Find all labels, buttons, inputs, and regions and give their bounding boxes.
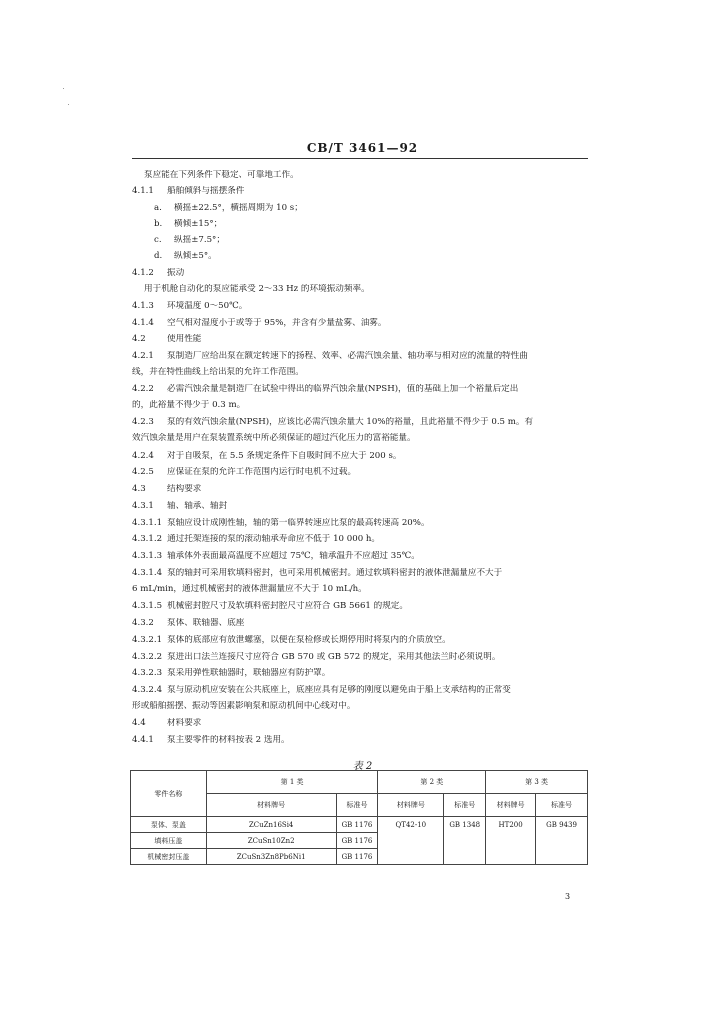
clause-number: 4.2.3	[132, 417, 154, 427]
table-cell	[486, 849, 536, 865]
paragraph-continuation: 的，此裕量不得少于 0.3 m。	[132, 400, 246, 410]
subheader-cell: 材料牌号	[486, 794, 536, 817]
table-cell	[378, 833, 444, 849]
clause-text: 泵的轴封可采用软填料密封，也可采用机械密封。通过软填料密封的液体泄漏量应不大于	[167, 568, 503, 578]
clause-text: 泵的有效汽蚀余量(NPSH)，应该比必需汽蚀余量大 10%的裕量，且此裕量不得少于 0.5 m。有	[167, 417, 534, 427]
table-cell: ZCuZn16Si4	[206, 817, 336, 833]
clause-4-3-1-4	[132, 568, 590, 579]
table-cell	[444, 833, 486, 849]
section-title: 结构要求	[167, 484, 202, 494]
clause-text: 船舶倾斜与摇摆条件	[167, 186, 245, 196]
clause-number: 4.3.1.4	[132, 568, 163, 578]
item-label: a.	[154, 203, 162, 213]
section-4-4	[132, 718, 590, 729]
paragraph-continuation: 形或船舶摇摆、振动等因素影响泵和原动机间中心线对中。	[132, 701, 356, 711]
table-header-row	[131, 771, 588, 794]
clause-number: 4.2.1	[132, 351, 154, 361]
table-cell	[486, 833, 536, 849]
item-text: 纵摇±7.5°；	[174, 235, 225, 245]
clause-number: 4.1.4	[132, 318, 154, 328]
clause-number: 4.2.5	[132, 467, 154, 477]
clause-text: 必需汽蚀余量是制造厂在试验中得出的临界汽蚀余量(NPSH)，值的基础上加一个裕量后定出	[167, 384, 519, 394]
clause-4-2-3	[132, 417, 590, 428]
table-cell: ZCuSn10Zn2	[206, 833, 336, 849]
clause-number: 4.1.1	[132, 186, 154, 196]
clause-text: 泵进出口法兰连接尺寸应符合 GB 570 或 GB 572 的规定，采用其他法兰时必须说明。	[167, 652, 501, 662]
clause-number: 4.1.2	[132, 268, 154, 278]
header-rule	[132, 158, 588, 159]
clause-text: 泵采用弹性联轴器时，联轴器应有防护罩。	[167, 668, 331, 678]
clause-4-2-2	[132, 384, 590, 395]
clause-4-3-1-3	[132, 551, 590, 562]
scan-speck	[63, 88, 64, 89]
table-cell	[536, 833, 588, 849]
table-cell: GB 1176	[336, 833, 378, 849]
table-caption: 表 2	[352, 761, 373, 772]
clause-4-1-4	[132, 318, 590, 329]
clause-number: 4.2.4	[132, 451, 154, 461]
clause-text: 轴、轴承、轴封	[167, 501, 228, 511]
clause-text: 应保证在泵的允许工作范围内运行时电机不过载。	[167, 467, 357, 477]
item-label: c.	[154, 235, 162, 245]
clause-4-2-4	[132, 451, 590, 462]
clause-number: 4.1.3	[132, 301, 154, 311]
section-4-2	[132, 334, 590, 345]
item-text: 纵倾±5°。	[174, 251, 217, 261]
clause-number: 4.3.2	[132, 618, 154, 628]
intro-paragraph: 泵应能在下列条件下稳定、可靠地工作。	[144, 170, 299, 180]
clause-4-1-2	[132, 268, 590, 279]
clause-4-3-1	[132, 501, 590, 512]
table-row	[131, 833, 588, 849]
item-text: 横摇±22.5°，横摇周期为 10 s；	[174, 203, 303, 213]
subheader-cell: 材料牌号	[206, 794, 336, 817]
table-cell: GB 9439	[536, 817, 588, 833]
clause-number: 4.3.1.3	[132, 551, 163, 561]
table-cell	[444, 849, 486, 865]
subheader-cell: 材料牌号	[378, 794, 444, 817]
subheader-cell: 标准号	[336, 794, 378, 817]
clause-number: 4.3.1.5	[132, 601, 163, 611]
clause-4-3-2-3	[132, 668, 590, 679]
clause-4-3-2	[132, 618, 590, 629]
clause-text: 空气相对湿度小于或等于 95%，并含有少量盐雾、油雾。	[167, 318, 387, 328]
clause-text: 泵轴应设计成刚性轴，轴的第一临界转速应比泵的最高转速高 20%。	[167, 518, 430, 528]
clause-number: 4.2.2	[132, 384, 154, 394]
clause-number: 4.3.2.1	[132, 635, 163, 645]
header-group: 第 1 类	[206, 771, 378, 794]
table-cell: HT200	[486, 817, 536, 833]
clause-4-2-5	[132, 467, 590, 478]
clause-number: 4.2	[132, 334, 146, 344]
list-item	[154, 251, 612, 262]
table-cell	[536, 849, 588, 865]
clause-number: 4.3.2.2	[132, 652, 163, 662]
part-name-cell: 填料压盖	[131, 833, 207, 849]
clause-4-3-1-2	[132, 534, 590, 545]
clause-text: 环境温度 0～50℃。	[167, 301, 248, 311]
clause-text: 机械密封腔尺寸及软填料密封腔尺寸应符合 GB 5661 的规定。	[167, 601, 408, 611]
part-name-cell: 机械密封压盖	[131, 849, 207, 865]
scan-speck	[68, 104, 69, 105]
clause-number: 4.3	[132, 484, 146, 494]
clause-4-2-1	[132, 351, 590, 362]
table-row	[131, 849, 588, 865]
table-cell	[378, 849, 444, 865]
table-row	[131, 817, 588, 833]
clause-number: 4.3.1.1	[132, 518, 163, 528]
subheader-cell: 标准号	[444, 794, 486, 817]
clause-4-1-3	[132, 301, 590, 312]
clause-number: 4.3.2.4	[132, 685, 163, 695]
list-item	[154, 203, 612, 214]
item-text: 横倾±15°；	[174, 219, 223, 229]
header-part-name: 零件名称	[131, 771, 207, 817]
materials-table	[130, 770, 588, 865]
clause-text: 泵体、联轴器、底座	[167, 618, 245, 628]
clause-4-3-2-1	[132, 635, 590, 646]
paragraph-continuation: 效汽蚀余量是用户在泵装置系统中所必须保证的超过汽化压力的富裕能量。	[132, 433, 416, 443]
clause-text: 泵与原动机应安装在公共底座上，底座应具有足够的刚度以避免由于船上支承结构的正常变	[167, 685, 511, 695]
table-cell: GB 1176	[336, 849, 378, 865]
item-label: d.	[154, 251, 163, 261]
table-cell: QT42-10	[378, 817, 444, 833]
clause-text: 振动	[167, 268, 185, 278]
clause-4-3-2-4	[132, 685, 590, 696]
clause-4-3-1-1	[132, 518, 590, 529]
table-cell: GB 1176	[336, 817, 378, 833]
clause-4-3-1-5	[132, 601, 590, 612]
page-number: 3	[565, 892, 571, 901]
clause-text: 对于自吸泵，在 5.5 条规定条件下自吸时间不应大于 200 s。	[167, 451, 402, 461]
paragraph-continuation: 6 mL/min，通过机械密封的液体泄漏量应不大于 10 mL/h。	[132, 584, 367, 594]
clause-4-1-1	[132, 186, 590, 197]
clause-number: 4.3.1	[132, 501, 154, 511]
clause-number: 4.3.2.3	[132, 668, 163, 678]
part-name-cell: 泵体、泵盖	[131, 817, 207, 833]
clause-number: 4.3.1.2	[132, 534, 163, 544]
clause-text: 泵主要零件的材料按表 2 选用。	[167, 735, 290, 745]
subheader-cell: 标准号	[536, 794, 588, 817]
list-item	[154, 235, 612, 246]
document-header: CB/T 3461—92	[306, 141, 419, 155]
section-title: 使用性能	[167, 334, 202, 344]
paragraph-continuation: 线，并在特性曲线上给出泵的允许工作范围。	[132, 367, 304, 377]
clause-text: 轴承体外表面最高温度不应超过 75℃，轴承温升不应超过 35℃。	[167, 551, 420, 561]
clause-number: 4.4	[132, 718, 146, 728]
clause-4-4-1	[132, 735, 590, 746]
section-title: 材料要求	[167, 718, 202, 728]
item-label: b.	[154, 219, 163, 229]
paragraph: 用于机舱自动化的泵应能承受 2～33 Hz 的环境振动频率。	[144, 284, 370, 294]
list-item	[154, 219, 612, 230]
table-cell: ZCuSn3Zn8Pb6Ni1	[206, 849, 336, 865]
clause-number: 4.4.1	[132, 735, 154, 745]
section-4-3	[132, 484, 590, 495]
clause-text: 泵制造厂应给出泵在额定转速下的扬程、效率、必需汽蚀余量、轴功率与相对应的流量的特性曲	[167, 351, 528, 361]
header-group: 第 2 类	[378, 771, 486, 794]
clause-4-3-2-2	[132, 652, 590, 663]
header-group: 第 3 类	[486, 771, 588, 794]
table-cell: GB 1348	[444, 817, 486, 833]
clause-text: 泵体的底部应有放泄螺塞，以便在泵检修或长期停用时将泵内的介质放空。	[167, 635, 451, 645]
clause-text: 通过托架连接的泵的滚动轴承寿命应不低于 10 000 h。	[167, 534, 381, 544]
